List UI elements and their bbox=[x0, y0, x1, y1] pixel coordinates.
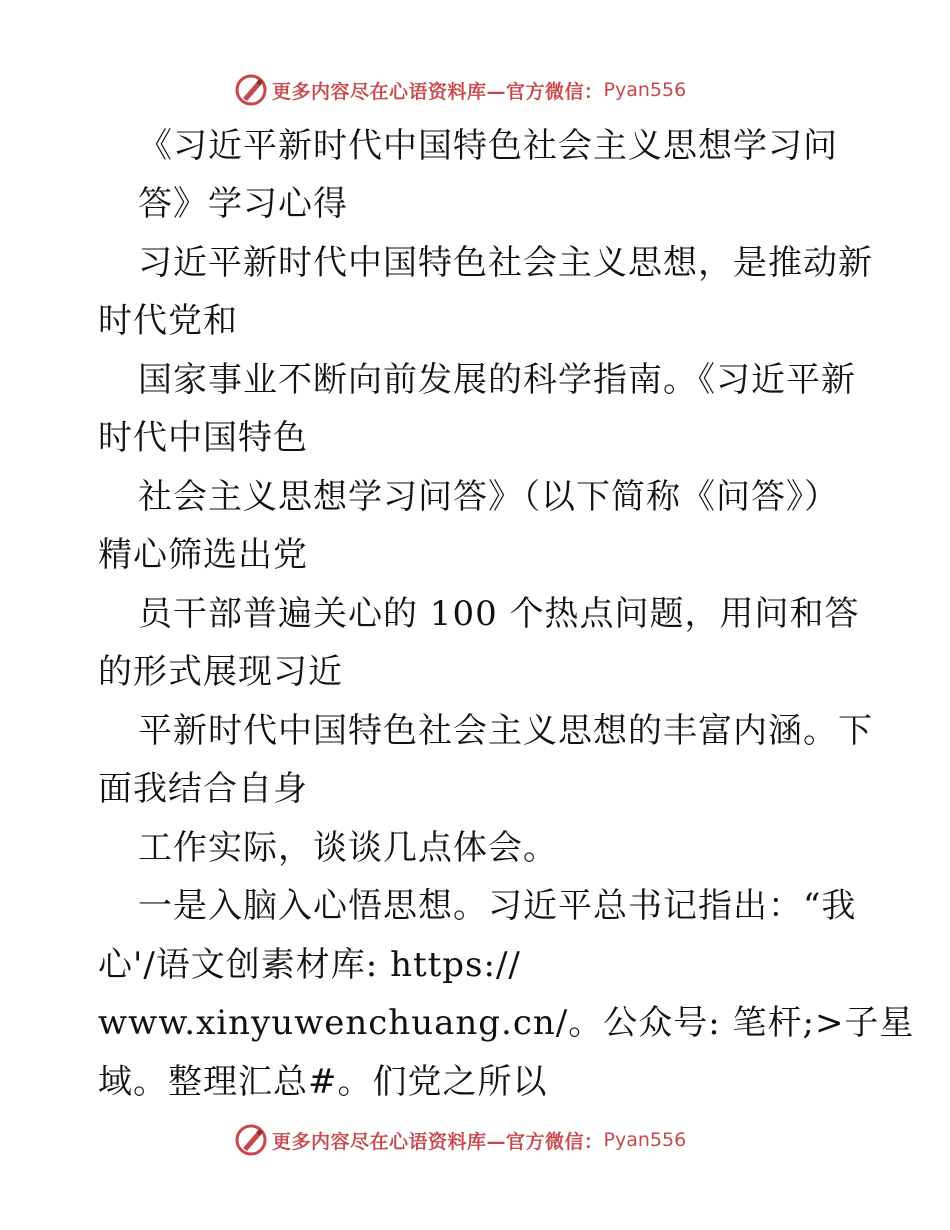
header-handle: Pyan556 bbox=[603, 79, 687, 101]
header-site-text: 更多内容尽在心语资料库—官方微信： bbox=[272, 80, 604, 103]
doc-line: 国家事业不断向前发展的科学指南。《习近平新 bbox=[138, 360, 856, 400]
footer-watermark bbox=[234, 1120, 714, 1160]
doc-line: 员干部普遍关心的 100 个热点问题，用问和答 bbox=[138, 594, 860, 634]
doc-line: 精心筛选出党 bbox=[98, 535, 308, 575]
doc-line: www.xinyuwenchuang.cn/。公众号: 笔杆;>子星 bbox=[98, 1003, 915, 1043]
doc-line: 工作实际，谈谈几点体会。 bbox=[138, 828, 558, 868]
doc-line: 面我结合自身 bbox=[98, 769, 308, 809]
doc-line: 心'/语文创素材库: https:// bbox=[98, 945, 521, 985]
doc-line: 时代中国特色 bbox=[98, 418, 308, 458]
footer-handle: Pyan556 bbox=[603, 1129, 687, 1151]
footer-site-text: 更多内容尽在心语资料库—官方微信： bbox=[272, 1130, 604, 1153]
doc-line: 一是入脑入心悟思想。习近平总书记指出：“我 bbox=[138, 886, 857, 926]
doc-line: 答》学习心得 bbox=[138, 184, 348, 224]
doc-line: 域。整理汇总#。们党之所以 bbox=[98, 1062, 548, 1102]
doc-line: 社会主义思想学习问答》（以下简称《问答》） bbox=[138, 477, 839, 517]
pen-logo-icon bbox=[234, 1123, 268, 1157]
doc-line: 习近平新时代中国特色社会主义思想，是推动新 bbox=[138, 243, 873, 283]
doc-line: 时代党和 bbox=[98, 301, 238, 341]
doc-line: 平新时代中国特色社会主义思想的丰富内涵。下 bbox=[138, 711, 873, 751]
doc-line: 的形式展现习近 bbox=[98, 652, 343, 692]
doc-line: 《习近平新时代中国特色社会主义思想学习问 bbox=[138, 126, 838, 166]
